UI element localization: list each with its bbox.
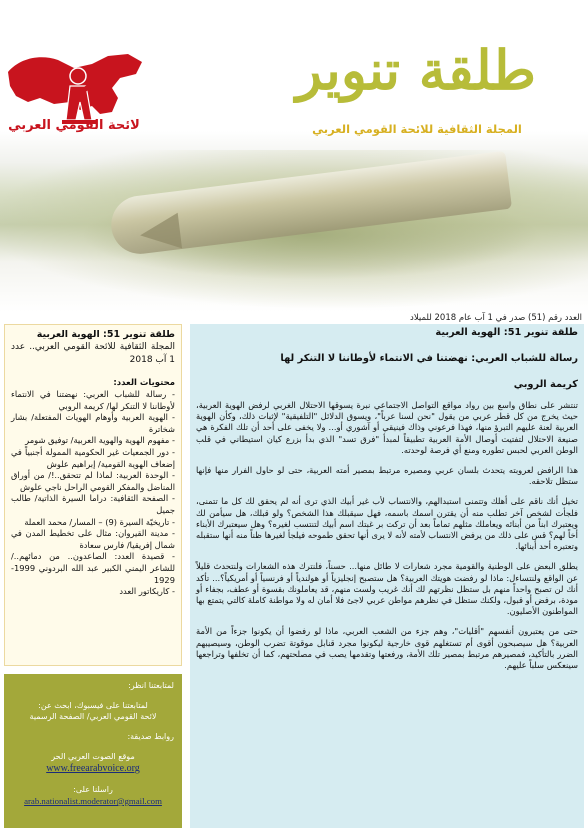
article-paragraph: تنتشر على نطاق واسع بين رواد مواقع التواصل الاجتماعي نبرة يسوقها الاحتلال الغربي لرفض الهوية العربية، حيث يخرج من كل قطر عربي من يقول "نحن لسنا عرباً"، ويسوق الدلائل "التلفيقية" لإثبات ذلك، وكأن الهوية العربية لعنة عليهم التبرؤ منها، فهذا فرعوني وذاك فينيقي أو آشوري أو... ولا يخفى على أحد أن تلك الفكرة هي صنيعة الاحتلال لتفتيت أوصال الأمة العربية تطبيقاً لمبدأ "فرق تسد" الذي بدأ بزرع كيان استيطاني في قلب الوطن العربي لحبس تطوره ومنع أي فرصة لوحدته. (196, 400, 578, 455)
article-author: كريمة الروبي (513, 379, 578, 390)
article-paragraph: هذا الرافض لعروبته يتحدث بلسان عربي ومصيره مرتبط بمصير أمته العربية، حتى لو حاول الفرار منها فإنها ستظل تلاحقه. (196, 465, 578, 487)
toc-list (11, 389, 175, 598)
article-headline: رسالة للشباب العربي: نهضتنا في الانتماء لأوطاننا لا التنكر لها (280, 353, 578, 364)
toc-item[interactable]: - دور الجمعيات غير الحكومية الممولة أجنبياً في إضعاف الهوية القومية/ إبراهيم علوش (11, 446, 175, 469)
site-name: موقع الصوت العربي الحر (51, 752, 135, 761)
issue-line: العدد رقم (51) صدر في 1 آب عام 2018 للميلاد (410, 313, 582, 323)
toc-item[interactable]: - تاريخيّة السيرة (9) – المسار/ محمد العملة (24, 516, 175, 527)
follow-heading: لمتابعتنا انظر: (128, 681, 174, 690)
article-paragraph: حتى من يعتبرون أنفسهم "أقليات"، وهم جزء من الشعب العربي، ماذا لو رفضوا أن يكونوا جزءاً من الأمة العربية؟ هل سيصبحون أقوى أم تستغلهم قوى خارجية ليكونوا مجرد قنابل موقوتة تضرب الوطن، وسيصيبهم الضرر بالتأكيد، فمصيرهم مرتبط بمصير تلك الأمة، ورفعتها وتقدمها يصب في مصلحتهم، كما أن تخلفها وتراجعها سينعكس سلباً عليهم. (196, 626, 578, 671)
toc-item[interactable]: - قصيدة العدد: الصاعدون.. من دمائهم../ للشاعر اليمني الكبير عبد الله البردوني 1999-1929 (11, 551, 175, 585)
main-article (190, 324, 584, 828)
toc-item[interactable]: - رسالة للشباب العربي: نهضتنا في الانتماء لأوطاننا لا التنكر لها/ كريمة الروبي (11, 389, 175, 411)
pen-nib-illustration (138, 213, 182, 254)
magazine-title: طلقة تنوير (296, 38, 536, 102)
logo-caption: لائحة القومي العربي (8, 118, 140, 133)
magazine-header (0, 0, 588, 312)
toc-item[interactable]: - مفهوم الهوية والهوية العربية/ توفيق شومر (25, 435, 175, 446)
email-link[interactable]: arab.nationalist.moderator@gmail.com (24, 796, 162, 806)
toc-item[interactable]: - الصفحة الثقافية: دراما السيرة الذاتية/ طالب جميل (11, 493, 175, 515)
toc-heading: محتويات العدد: (113, 378, 175, 388)
facebook-intro: لمتابعتنا على فيسبوك، ابحث عن: (38, 701, 148, 710)
toc-item[interactable]: - الوحدة العربية: لماذا لم تتحقق..!/ من أوراق المناضل والمفكر القومي الراحل ناجي علوش (11, 470, 175, 492)
arab-nationalist-logo-icon (0, 40, 150, 160)
facebook-page-name[interactable]: لائحة القومي العربي/ الصفحة الرسمية (29, 712, 157, 721)
article-issue-title: طلقة تنوير 51: الهوية العربية (435, 327, 578, 338)
toc-item[interactable]: - الهوية العربية وأوهام الهويات المفتعلة/ بشار شخاترة (11, 412, 175, 434)
toc-subtitle: المجلة الثقافية للائحة القومي العربي.. عدد 1 آب 2018 (11, 342, 175, 365)
article-paragraph: تخيل أنك ناقم على أهلك وتتمنى استبدالهم، والانتساب لأب غير أبيك الذي ترى أنه لم يحقق لك كل ما تتمنى، فلجأت لشخص آخر تطلب منه أن يقترن اسمك باسمه، فهل سيقبلك هذا الشخص؟ ولو قبلك، هل سيأمن لك ويعتبرك ابناً من أبنائه ويعاملك مثلهم تماماً بعد أن تركت بر غبتك اسم أبيك لتنتسب لغيره؟ وهل سيعتبرك الأبناء أخاً لهم؟ قس على ذلك من يرفض الانتساب لأمته لأنه لا يرى أنها تحقق طموحه فيلجأ لغيرها ظناً منه أنها ستقبله وتعتبره أحد أبنائها. (196, 496, 578, 552)
article-paragraph: يطلق البعض على الوطنية والقومية مجرد شعارات لا طائل منها... حسناً، فلنترك هذه الشعارات ولنتحدث قليلاً عن الواقع ولنتساءل: ماذا لو رفضت هويتك العربية؟ هل ستصبح إنجليزياً أو هولندياً أو فرنسياً أو أمريكياً؟... تأكد أنك لن تصبح واحداً منهم بل ستظل نظرتهم لك أنك غريب ولست منهم، قد يعاملونك بقسوة أو عطف، بجفاء أو مودة، برفض أو قبول، ولكنك ستظل في نظرهم مواطن عربي لاجئ فلا أمان له ولا مواطنة كاملة كالتي يتمتع بها المواطنون الأصليون. (196, 561, 578, 617)
toc-item[interactable]: - كاريكاتور العدد (119, 586, 175, 597)
toc-title: طلقة تنوير 51: الهوية العربية (36, 329, 175, 340)
follow-us-box (4, 674, 182, 828)
table-of-contents (4, 324, 182, 666)
magazine-subtitle: المجلة الثقافية للائحة القومي العربي (312, 122, 522, 136)
site-url-link[interactable]: www.freearabvoice.org (46, 763, 140, 774)
friendly-links-label: روابط صديقة: (127, 732, 174, 741)
toc-item[interactable]: - مدينة القيروان: مثال على تخطيط المدن في شمال إفريقيا/ فارس سعادة (11, 528, 175, 550)
contact-label: راسلنا على: (73, 785, 113, 794)
